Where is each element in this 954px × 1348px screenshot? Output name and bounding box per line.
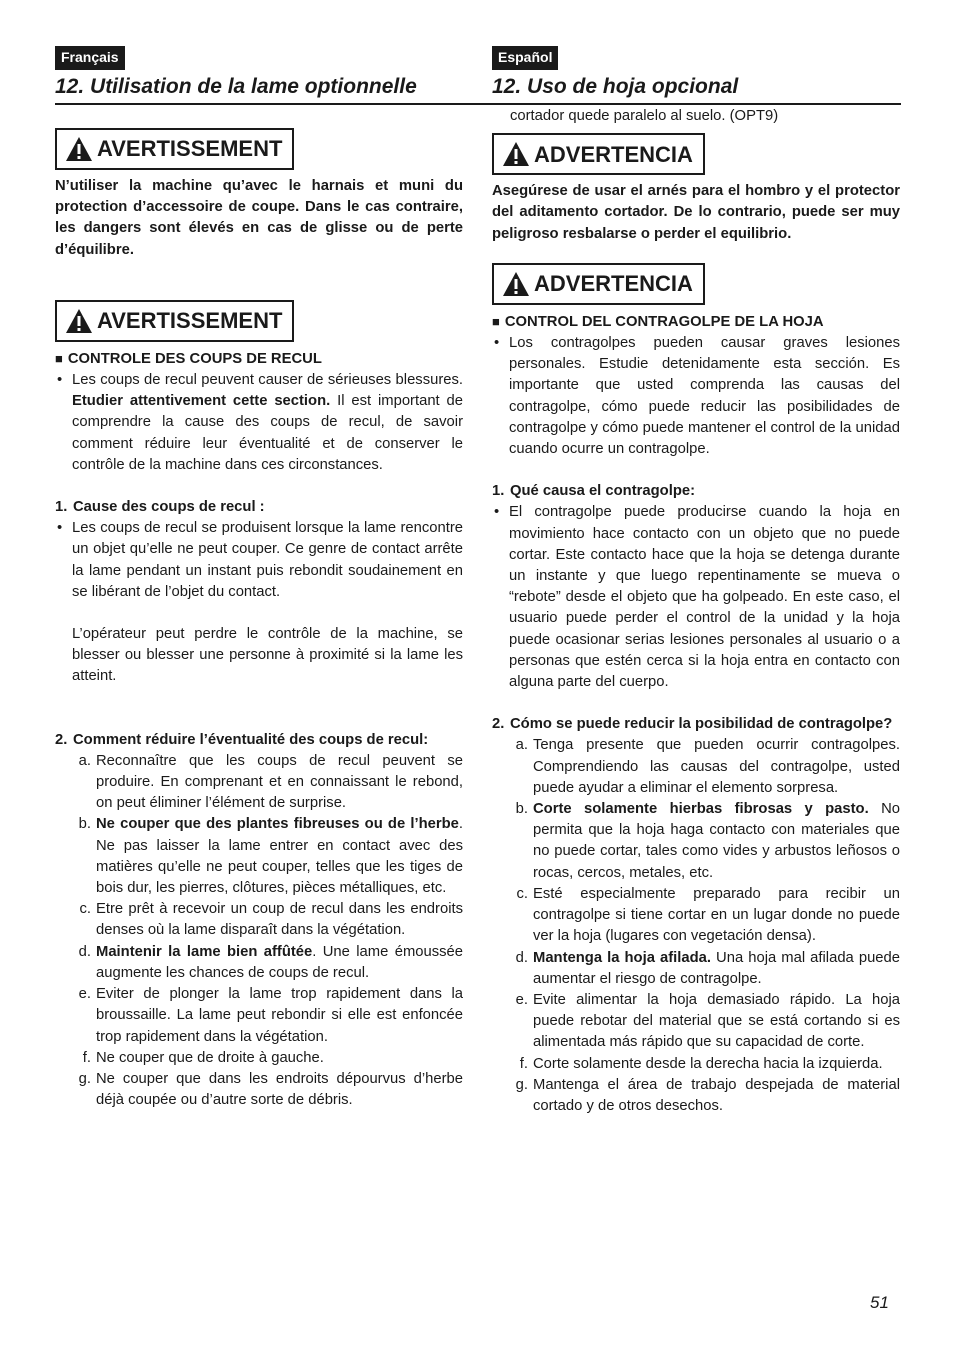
- item-letter: d.: [78, 943, 91, 960]
- warning-text: Asegúrese de usar el arnés para el hombro y el protector del aditamento cortador. De lo contrario, puede ser muy peligroso resbalarse o perder el equilibrio.: [492, 183, 900, 242]
- list-item: [492, 1054, 900, 1075]
- warning-text: N’utiliser la machine qu’avec le harnais et muni du protection d’accessoire de coupe. Dans le cas contraire, les dangers sont élevés en cas de glisse ou de perte d’équilibre.: [55, 178, 463, 258]
- french-column: [55, 46, 463, 1111]
- carryover-text: cortador quede paralelo al suelo. (OPT9): [510, 108, 779, 124]
- heading-text: Qué causa el contragolpe:: [510, 483, 696, 500]
- warning-box: [492, 263, 705, 305]
- section-title-french: 12. Utilisation de la lame optionnelle: [55, 75, 417, 98]
- item-letter: c.: [79, 901, 91, 918]
- item-text-bold: Maintenir la lame bien affûtée: [96, 943, 313, 960]
- item-text: Etre prêt à recevoir un coup de recul dans les endroits denses où la lame disparaît dans la végétation.: [96, 901, 463, 939]
- item-letter: d.: [515, 949, 528, 966]
- list-item: [55, 899, 463, 941]
- item-letter: f.: [82, 1049, 91, 1066]
- kickback-heading: ■ CONTROLE DES COUPS DE RECUL: [55, 348, 463, 370]
- warning-box: [492, 133, 705, 175]
- list-item: [492, 1075, 900, 1117]
- kickback-heading: ■ CONTROL DEL CONTRAGOLPE DE LA HOJA: [492, 311, 900, 333]
- heading-number: 2.: [492, 716, 505, 733]
- item-letter: c.: [516, 885, 528, 902]
- list-item: [492, 948, 900, 990]
- item-text: No permita que la hoja haga contacto con materiales que no puede cortar, tales como vides y arbustos leñosos o rocas, cercos, metales, etc.: [533, 801, 900, 881]
- list-item: [55, 814, 463, 899]
- item-letter: f.: [519, 1055, 528, 1072]
- warning-box: [55, 128, 294, 170]
- item-text: Mantenga el área de trabajo despejada de material cortado y de otros desechos.: [533, 1076, 900, 1114]
- page-number: 51: [870, 1293, 889, 1312]
- list-item: [492, 799, 900, 884]
- list-item: [55, 1069, 463, 1111]
- warning-label: AVERTISSEMENT: [97, 136, 283, 162]
- heading-text: Cause des coups de recul :: [73, 499, 265, 516]
- list-item: [55, 751, 463, 815]
- warning-label: ADVERTENCIA: [534, 271, 693, 297]
- item-letter: a.: [515, 737, 528, 754]
- heading-text: Comment réduire l’éventualité des coups de recul:: [73, 731, 429, 748]
- item-text-bold: Corte solamente hierbas fibrosas y pasto.: [533, 801, 869, 818]
- item-text: Esté especialmente preparado para recibir un contragolpe si tiene cortar en un lugar donde no puede ver la hoja (lugares con vegetación densa).: [533, 885, 900, 945]
- list-item: [492, 884, 900, 948]
- list-item: [55, 942, 463, 984]
- reduce-heading: [492, 714, 900, 735]
- warning-triangle-icon: [65, 136, 93, 162]
- warning-label: ADVERTENCIA: [534, 141, 693, 167]
- item-letter: b.: [78, 816, 91, 833]
- item-text: . Une lame émoussée augmente les chances de coups de recul.: [96, 943, 463, 981]
- list-item: [492, 735, 900, 799]
- item-text: Tenga presente que pueden ocurrir contragolpes. Comprendiendo las causas del contragolpe, usted puede ayudar a eliminar el elemento sorpresa.: [533, 737, 900, 796]
- text-run-bold: Etudier attentivement cette section.: [72, 393, 331, 410]
- item-text: Ne couper que dans les endroits dépourvus d’herbe déjà coupée ou d’autre sorte de débris.: [96, 1070, 463, 1109]
- warning-triangle-icon: [502, 141, 530, 167]
- warning-box: [55, 300, 294, 342]
- item-text: Una hoja mal afilada puede aumentar el riesgo de contragolpe.: [533, 949, 900, 987]
- item-text: Reconnaître que les coups de recul peuvent se produire. En comprenant et en connaissant le rebond, on peut éliminer l’élément de surprise.: [96, 752, 463, 812]
- item-text: Corte solamente desde la derecha hacia la izquierda.: [533, 1055, 883, 1072]
- cause-bullet: • El contragolpe puede producirse cuando la hoja en movimiento hace contacto con un objeto que no puede cortar. Este contacto hace que la hoja se detenga durante un instante y que luego repentinamente se mueva o “rebote” desde el objeto que ha golpeado. En este caso, el usuario puede perder el control de la unidad y la hoja puede ocasionar serias lesiones personales al usuario o a personas que estén cerca si la hoja entra en contacto con alguna parte del cuerpo.: [492, 502, 900, 693]
- item-text-bold: Mantenga la hoja afilada.: [533, 949, 711, 966]
- language-tab-spanish: Español: [492, 46, 558, 70]
- item-letter: e.: [515, 991, 528, 1008]
- item-letter: g.: [515, 1076, 528, 1093]
- cause-paragraph: L’opérateur peut perdre le contrôle de la machine, se blesser ou blesser une personne à proximité si la lame les atteint.: [72, 626, 463, 685]
- heading-number: 2.: [55, 731, 68, 748]
- text-run: Les coups de recul peuvent causer de sérieuses blessures.: [72, 372, 463, 389]
- list-item: [55, 1048, 463, 1069]
- heading-number: 1.: [492, 483, 505, 500]
- kickback-bullet: [55, 370, 463, 476]
- text-run: Il est important de comprendre la cause des coups de recul, de savoir comment réduire leur éventualité et de conserver le contrôle de la machine dans ces circonstances.: [72, 393, 463, 473]
- spanish-column: [492, 46, 900, 1117]
- language-tab-french: Français: [55, 46, 125, 70]
- item-letter: b.: [515, 801, 528, 818]
- item-text: Ne couper que de droite à gauche.: [96, 1049, 324, 1066]
- warning-triangle-icon: [65, 308, 93, 334]
- reduce-heading: [55, 730, 463, 751]
- list-item: [492, 990, 900, 1054]
- cause-heading: [492, 481, 900, 502]
- item-text: Eviter de plonger la lame trop rapidement dans la broussaille. La lame peut rebondir si elle est enfoncée trop rapidement dans la végétation.: [96, 986, 463, 1045]
- cause-heading: [55, 497, 463, 518]
- list-item: [55, 984, 463, 1048]
- item-text: Evite alimentar la hoja demasiado rápido. La hoja puede rebotar del material que se está cortando si es alimentada más rápido que su capacidad de corte.: [533, 991, 900, 1051]
- warning-triangle-icon: [502, 271, 530, 297]
- item-letter: a.: [78, 752, 91, 769]
- item-letter: g.: [78, 1070, 91, 1087]
- kickback-bullet: • Los contragolpes pueden causar graves lesiones personales. Estudie detenidamente esta sección. Es importante que usted comprenda las causas del contragolpe, cómo puede reducir las posibilidades de contragolpe y cómo puede mantener el control de la unidad cuando ocurre un contragolpe.: [492, 333, 900, 460]
- item-text: . Ne pas laisser la lame entrer en contact avec des matières qu’elle ne peut couper, telles que les tiges de bois dur, les pierres, clôtures, pièces métalliques, etc.: [96, 816, 463, 897]
- warning-label: AVERTISSEMENT: [97, 308, 283, 334]
- heading-text: Cómo se puede reducir la posibilidad de contragolpe?: [510, 716, 893, 733]
- item-letter: e.: [78, 986, 91, 1003]
- item-text-bold: Ne couper que des plantes fibreuses ou de l’herbe: [96, 816, 459, 833]
- cause-bullet: • Les coups de recul se produisent lorsque la lame rencontre un objet qu’elle ne peut couper. Ce genre de contact arrête la lame pendant un instant puis rebondit soudainement en se libérant de l’objet du contact.: [55, 518, 463, 603]
- heading-number: 1.: [55, 499, 68, 516]
- section-title-spanish: 12. Uso de hoja opcional: [492, 75, 739, 98]
